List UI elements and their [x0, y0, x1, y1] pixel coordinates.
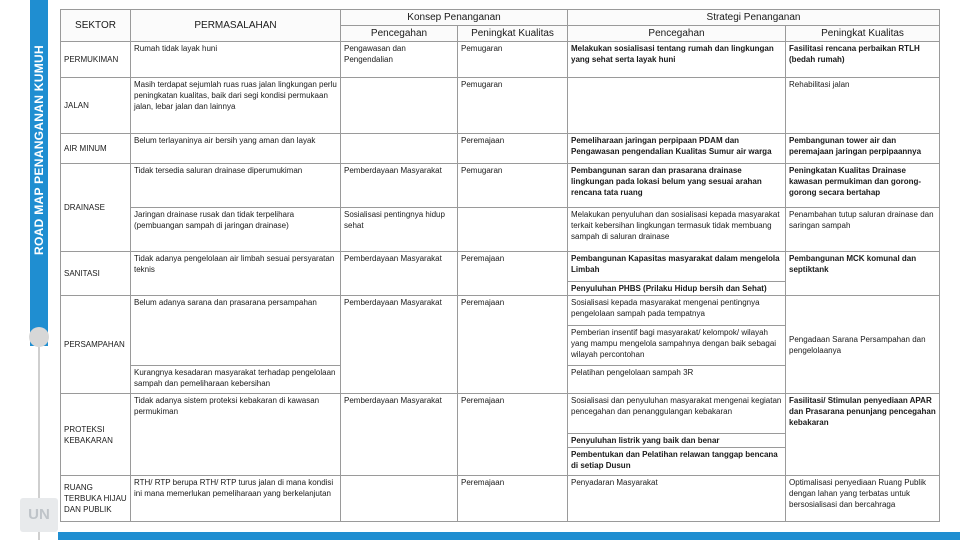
strategi-peningkatan-cell: Pembangunan tower air dan peremajaan jaringan perpipaannya: [786, 134, 940, 164]
table-row: [61, 476, 940, 522]
masalah-cell: Rumah tidak layak huni: [131, 42, 341, 78]
strategi-pencegahan-cell: [568, 78, 786, 134]
header-konsep-peningkatan: Peningkat Kualitas: [458, 26, 568, 42]
table-row: [61, 164, 940, 208]
table-row: [61, 78, 940, 134]
strategi-pencegahan-cell: Sosialisasi kepada masyarakat mengenai pentingnya pengelolaan sampah pada tempatnya: [568, 296, 786, 326]
konsep-peningkatan-cell: Peremajaan: [458, 476, 568, 522]
strategi-peningkatan-cell: Optimalisasi penyediaan Ruang Publik dengan lahan yang terbatas untuk bersosialisasi dan bercahraga: [786, 476, 940, 522]
masalah-cell: Belum terlayaninya air bersih yang aman dan layak: [131, 134, 341, 164]
strategi-pencegahan-cell: Pemberian insentif bagi masyarakat/ kelompok/ wilayah yang mampu mengelola sampahnya dengan baik sebagai wilayah percontohan: [568, 326, 786, 366]
konsep-pencegahan-cell: [341, 78, 458, 134]
header-sektor: SEKTOR: [61, 10, 131, 42]
masalah-cell: RTH/ RTP berupa RTH/ RTP turus jalan di mana kondisi ini mana memerlukan pemeliharaan yang berkelanjutan: [131, 476, 341, 522]
table-row: [61, 394, 940, 434]
masalah-cell: Belum adanya sarana dan prasarana persampahan: [131, 296, 341, 366]
konsep-peningkatan-cell: [458, 208, 568, 252]
konsep-peningkatan-cell: Peremajaan: [458, 296, 568, 394]
konsep-pencegahan-cell: [341, 134, 458, 164]
masalah-cell: Jaringan drainase rusak dan tidak terpelihara (pembuangan sampah di jaringan drainase): [131, 208, 341, 252]
konsep-pencegahan-cell: Pemberdayaan Masyarakat: [341, 394, 458, 476]
strategi-pencegahan-cell: Sosialisasi dan penyuluhan masyarakat mengenai kegiatan pencegahan dan penanggulangan kebakaran: [568, 394, 786, 434]
masalah-cell: Kurangnya kesadaran masyarakat terhadap pengelolaan sampah dan pemeliharaan kebersihan: [131, 366, 341, 394]
strategi-peningkatan-cell: Pembangunan MCK komunal dan septiktank: [786, 252, 940, 296]
konsep-pencegahan-cell: Pemberdayaan Masyarakat: [341, 252, 458, 296]
sector-cell: PROTEKSI KEBAKARAN: [61, 394, 131, 476]
strategi-peningkatan-cell: Fasilitasi/ Stimulan penyediaan APAR dan Prasarana penunjang pencegahan kebakaran: [786, 394, 940, 476]
header-konsep: Konsep Penanganan: [341, 10, 568, 26]
strategi-pencegahan-cell: Penyuluhan PHBS (Prilaku Hidup bersih dan Sehat): [568, 282, 786, 296]
sector-cell: JALAN: [61, 78, 131, 134]
road-map-table: [60, 9, 940, 522]
konsep-peningkatan-cell: Peremajaan: [458, 252, 568, 296]
header-strategi-pencegahan: Pencegahan: [568, 26, 786, 42]
strategi-peningkatan-cell: Peningkatan Kualitas Drainase kawasan permukiman dan gorong-gorong secara bertahap: [786, 164, 940, 208]
strategi-peningkatan-cell: Fasilitasi rencana perbaikan RTLH (bedah rumah): [786, 42, 940, 78]
table-row: [61, 42, 940, 78]
header-strategi: Strategi Penanganan: [568, 10, 940, 26]
sector-cell: RUANG TERBUKA HIJAU DAN PUBLIK: [61, 476, 131, 522]
masalah-cell: Tidak adanya sistem proteksi kebakaran di kawasan permukiman: [131, 394, 341, 476]
strategi-peningkatan-cell: Pengadaan Sarana Persampahan dan pengelolaanya: [786, 296, 940, 394]
university-logo: UN: [20, 498, 58, 532]
sector-cell: SANITASI: [61, 252, 131, 296]
sector-cell: PERSAMPAHAN: [61, 296, 131, 394]
strategi-pencegahan-cell: Melakukan sosialisasi tentang rumah dan lingkungan yang sehat serta layak huni: [568, 42, 786, 78]
header-konsep-pencegahan: Pencegahan: [341, 26, 458, 42]
sector-cell: DRAINASE: [61, 164, 131, 252]
konsep-peningkatan-cell: Pemugaran: [458, 42, 568, 78]
strategi-pencegahan-cell: Melakukan penyuluhan dan sosialisasi kepada masyarakat terkait kebersihan lingkungan termasuk tidak membuang sampah di saluran drainase: [568, 208, 786, 252]
konsep-peningkatan-cell: Pemugaran: [458, 164, 568, 208]
bottom-accent-bar: [58, 532, 960, 540]
strategi-pencegahan-cell: Penyuluhan listrik yang baik dan benar: [568, 434, 786, 448]
side-title-bar: [30, 0, 48, 346]
table-row: [61, 296, 940, 326]
konsep-pencegahan-cell: Pemberdayaan Masyarakat: [341, 296, 458, 394]
konsep-pencegahan-cell: Pengawasan dan Pengendalian: [341, 42, 458, 78]
strategi-pencegahan-cell: Pembentukan dan Pelatihan relawan tanggap bencana di setiap Dusun: [568, 448, 786, 476]
table-row: [61, 134, 940, 164]
strategi-peningkatan-cell: Rehabilitasi jalan: [786, 78, 940, 134]
side-title: ROAD MAP PENANGANAN KUMUH: [32, 45, 46, 255]
strategi-pencegahan-cell: Pemeliharaan jaringan perpipaan PDAM dan Pengawasan pengendalian Kualitas Sumur air warga: [568, 134, 786, 164]
sector-cell: AIR MINUM: [61, 134, 131, 164]
table-row: [61, 252, 940, 282]
konsep-peningkatan-cell: Peremajaan: [458, 134, 568, 164]
konsep-pencegahan-cell: [341, 476, 458, 522]
konsep-pencegahan-cell: Pemberdayaan Masyarakat: [341, 164, 458, 208]
strategi-pencegahan-cell: Pembangunan saran dan prasarana drainase lingkungan pada lokasi belum yang sesuai arahan rencana tata ruang: [568, 164, 786, 208]
sector-cell: PERMUKIMAN: [61, 42, 131, 78]
masalah-cell: Masih terdapat sejumlah ruas ruas jalan lingkungan perlu peningkatan kualitas, baik dari segi kondisi permukaan jalan, lebar jalan dan lainnya: [131, 78, 341, 134]
strategi-peningkatan-cell: Penambahan tutup saluran drainase dan saringan sampah: [786, 208, 940, 252]
konsep-peningkatan-cell: Pemugaran: [458, 78, 568, 134]
side-decoration-dot: [29, 327, 49, 347]
masalah-cell: Tidak adanya pengelolaan air limbah sesuai persyaratan teknis: [131, 252, 341, 296]
header-strategi-peningkatan: Peningkat Kualitas: [786, 26, 940, 42]
konsep-pencegahan-cell: Sosialisasi pentingnya hidup sehat: [341, 208, 458, 252]
header-permasalahan: PERMASALAHAN: [131, 10, 341, 42]
table-row: [61, 208, 940, 252]
strategi-pencegahan-cell: Penyadaran Masyarakat: [568, 476, 786, 522]
masalah-cell: Tidak tersedia saluran drainase diperumukiman: [131, 164, 341, 208]
strategi-pencegahan-cell: Pembangunan Kapasitas masyarakat dalam mengelola Limbah: [568, 252, 786, 282]
konsep-peningkatan-cell: Peremajaan: [458, 394, 568, 476]
strategi-pencegahan-cell: Pelatihan pengelolaan sampah 3R: [568, 366, 786, 394]
